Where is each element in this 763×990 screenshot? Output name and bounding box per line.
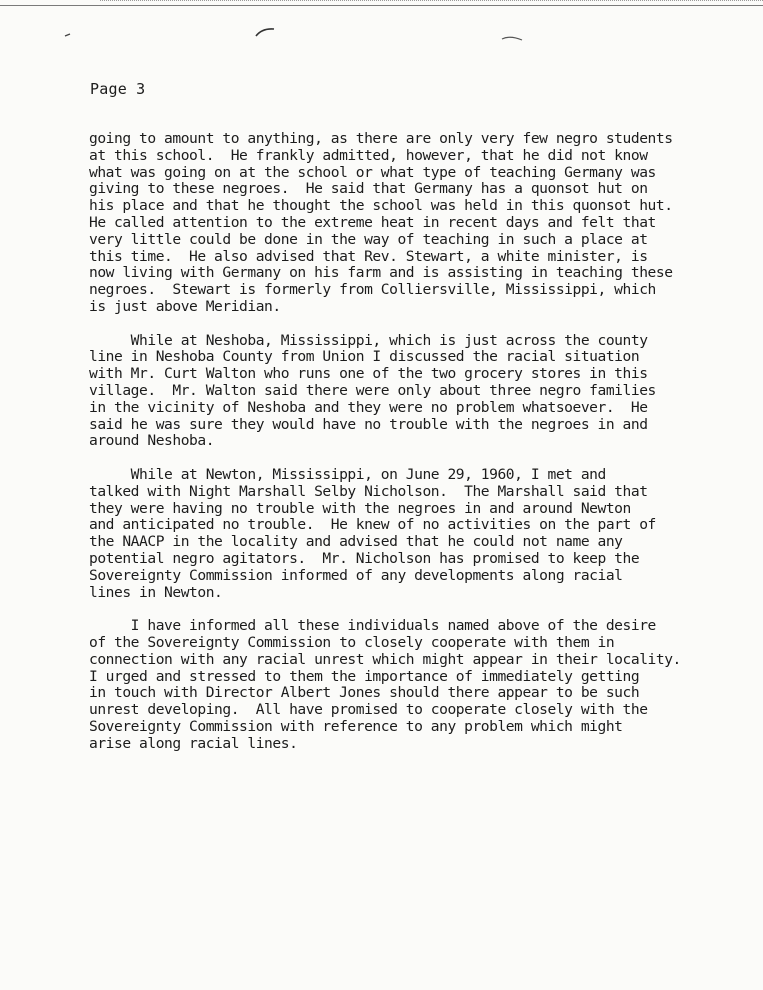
text-line: connection with any racial unrest which might appear in their locality. [89, 650, 681, 668]
paragraph-4 [89, 618, 749, 752]
text-line: what was going on at the school or what type of teaching Germany was [89, 163, 656, 181]
text-line: in touch with Director Albert Jones should there appear to be such [89, 684, 640, 702]
text-line: the NAACP in the locality and advised that he could not name any [89, 533, 623, 551]
paragraph-gap [89, 450, 749, 467]
paragraph-gap [89, 316, 749, 333]
text-line: potential negro agitators. Mr. Nicholson has promised to keep the [89, 549, 640, 567]
text-line: of the Sovereignty Commission to closely cooperate with them in [89, 633, 615, 651]
text-line: said he was sure they would have no trouble with the negroes in and [89, 415, 648, 433]
top-edge-rule [0, 5, 763, 6]
text-line: While at Neshoba, Mississippi, which is just across the county [89, 331, 648, 349]
scan-mark-top-center [254, 26, 276, 38]
letter-body [89, 131, 749, 752]
text-line: lines in Newton. [89, 583, 223, 601]
text-line: Sovereignty Commission with reference to any problem which might [89, 717, 623, 735]
text-line: around Neshoba. [89, 432, 215, 450]
page-number: Page 3 [90, 80, 146, 98]
text-line: at this school. He frankly admitted, however, that he did not know [89, 146, 648, 164]
text-line: going to amount to anything, as there are only very few negro students [89, 130, 673, 147]
scan-mark-top-right [500, 34, 524, 42]
top-edge-dots [100, 0, 763, 4]
text-line: they were having no trouble with the negroes in and around Newton [89, 499, 631, 517]
paragraph-2 [89, 333, 749, 451]
text-line: Sovereignty Commission informed of any developments along racial [89, 566, 623, 584]
scan-mark-left [64, 32, 72, 38]
text-line: I urged and stressed to them the importance of immediately getting [89, 667, 640, 685]
text-line: line in Neshoba County from Union I discussed the racial situation [89, 348, 640, 366]
text-line: his place and that he thought the school was held in this quonsot hut. [89, 197, 673, 215]
text-line: giving to these negroes. He said that Germany has a quonsot hut on [89, 180, 648, 198]
text-line: and anticipated no trouble. He knew of no activities on the part of [89, 516, 656, 534]
text-line: with Mr. Curt Walton who runs one of the two grocery stores in this [89, 365, 648, 383]
text-line: very little could be done in the way of teaching in such a place at [89, 230, 648, 248]
text-line: negroes. Stewart is formerly from Colliersville, Mississippi, which [89, 281, 656, 299]
text-line: this time. He also advised that Rev. Stewart, a white minister, is [89, 247, 648, 265]
text-line: in the vicinity of Neshoba and they were no problem whatsoever. He [89, 398, 648, 416]
paragraph-3 [89, 467, 749, 601]
text-line: I have informed all these individuals named above of the desire [89, 617, 656, 635]
text-line: While at Newton, Mississippi, on June 29, 1960, I met and [89, 465, 606, 483]
paragraph-1 [89, 131, 749, 316]
text-line: now living with Germany on his farm and is assisting in teaching these [89, 264, 673, 282]
text-line: talked with Night Marshall Selby Nicholson. The Marshall said that [89, 482, 648, 500]
text-line: village. Mr. Walton said there were only about three negro families [89, 381, 656, 399]
text-line: He called attention to the extreme heat in recent days and felt that [89, 213, 656, 231]
paragraph-gap [89, 601, 749, 618]
text-line: is just above Meridian. [89, 297, 281, 315]
text-line: arise along racial lines. [89, 734, 298, 752]
text-line: unrest developing. All have promised to cooperate closely with the [89, 701, 648, 719]
